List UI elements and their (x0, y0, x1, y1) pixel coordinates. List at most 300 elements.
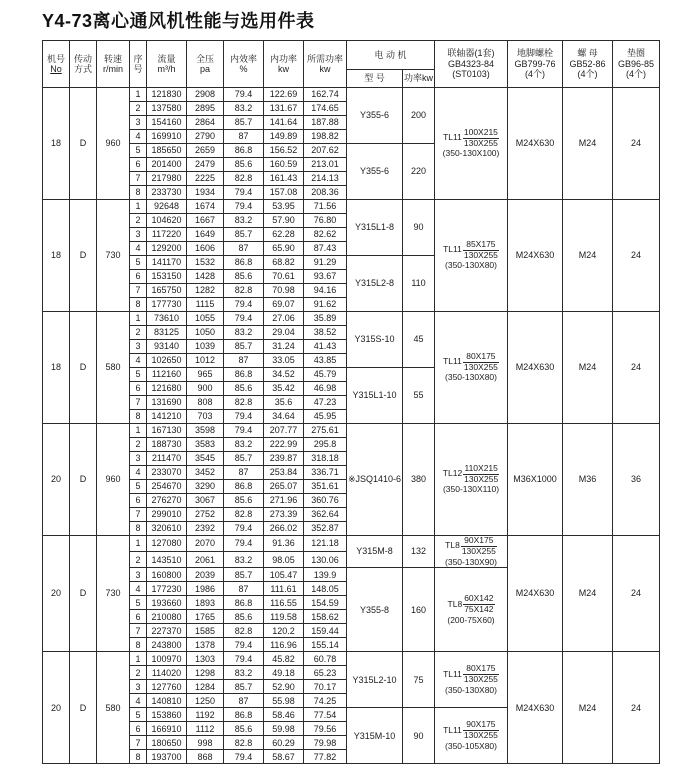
col-header-machine-no-line1: 机号 (46, 53, 65, 64)
flow-cell: 217980 (147, 172, 187, 186)
power-cell: 45.82 (264, 652, 304, 666)
efficiency-cell: 82.8 (224, 508, 264, 522)
machine-no-cell: 20 (43, 536, 70, 652)
flow-cell: 166910 (147, 722, 187, 736)
col-header-power-line2: kw (278, 64, 289, 74)
motor-power-cell: 380 (403, 424, 435, 536)
seq-cell: 3 (130, 568, 147, 582)
pressure-cell: 3545 (187, 452, 224, 466)
seq-cell: 7 (130, 624, 147, 638)
pressure-cell: 3452 (187, 466, 224, 480)
flow-cell: 129200 (147, 242, 187, 256)
col-header-anchor-bolt-line2: GB799-76 (514, 58, 556, 69)
pressure-cell: 1378 (187, 638, 224, 652)
motor-model-cell: Y315L1-10 (347, 368, 403, 424)
table-row (43, 424, 660, 438)
col-header-motor-group: 电 动 机 (347, 41, 435, 70)
coupling-size-bottom: 130X255 (461, 545, 496, 556)
col-header-motor-model: 型 号 (347, 70, 403, 88)
required-power-cell: 77.54 (304, 708, 347, 722)
required-power-cell: 93.67 (304, 270, 347, 284)
flow-cell: 137580 (147, 102, 187, 116)
seq-cell: 4 (130, 466, 147, 480)
flow-cell: 117220 (147, 228, 187, 242)
seq-cell: 4 (130, 694, 147, 708)
efficiency-cell: 87 (224, 466, 264, 480)
required-power-cell: 70.17 (304, 680, 347, 694)
motor-power-cell: 45 (403, 312, 435, 368)
seq-cell: 8 (130, 298, 147, 312)
required-power-cell: 158.62 (304, 610, 347, 624)
coupling-size-top: 100X215 (463, 126, 498, 137)
power-cell: 35.6 (264, 396, 304, 410)
flow-cell: 140810 (147, 694, 187, 708)
coupling-size-top: 80X175 (463, 352, 499, 363)
coupling-cell (435, 708, 508, 764)
seq-cell: 5 (130, 708, 147, 722)
efficiency-cell: 79.4 (224, 186, 264, 200)
coupling-spec (435, 352, 507, 383)
efficiency-cell: 87 (224, 354, 264, 368)
pressure-cell: 2908 (187, 88, 224, 102)
motor-power-cell: 90 (403, 708, 435, 764)
power-cell: 31.24 (264, 340, 304, 354)
flow-cell: 143510 (147, 552, 187, 568)
col-header-coupling (435, 41, 508, 88)
machine-no-cell: 20 (43, 652, 70, 764)
pressure-cell: 1192 (187, 708, 224, 722)
seq-cell: 2 (130, 326, 147, 340)
coupling-size-bottom: 130X255 (463, 361, 498, 372)
anchor-bolt-cell: M24X630 (508, 88, 563, 200)
required-power-cell: 79.98 (304, 736, 347, 750)
col-header-machine-no (43, 41, 70, 88)
seq-cell: 5 (130, 256, 147, 270)
speed-cell: 580 (97, 312, 130, 424)
col-header-power (264, 41, 304, 88)
efficiency-cell: 79.4 (224, 638, 264, 652)
efficiency-cell: 85.6 (224, 382, 264, 396)
efficiency-cell: 83.2 (224, 552, 264, 568)
coupling-size-top: 60X142 (464, 593, 494, 604)
efficiency-cell: 85.6 (224, 270, 264, 284)
efficiency-cell: 79.4 (224, 750, 264, 764)
drive-mode-cell: D (70, 200, 97, 312)
required-power-cell: 360.76 (304, 494, 347, 508)
efficiency-cell: 83.2 (224, 438, 264, 452)
coupling-size-bottom: 130X255 (464, 473, 499, 484)
required-power-cell: 187.88 (304, 116, 347, 130)
seq-cell: 5 (130, 596, 147, 610)
seq-cell: 5 (130, 144, 147, 158)
flow-cell: 188730 (147, 438, 187, 452)
power-cell: 253.84 (264, 466, 304, 480)
col-header-drive-line2: 方式 (73, 64, 92, 74)
power-cell: 60.29 (264, 736, 304, 750)
speed-cell: 960 (97, 424, 130, 536)
flow-cell: 193660 (147, 596, 187, 610)
col-header-seq-line1: 序 (133, 53, 143, 64)
pressure-cell: 1112 (187, 722, 224, 736)
efficiency-cell: 86.8 (224, 480, 264, 494)
flow-cell: 121680 (147, 382, 187, 396)
required-power-cell: 336.71 (304, 466, 347, 480)
efficiency-cell: 85.7 (224, 116, 264, 130)
flow-cell: 227370 (147, 624, 187, 638)
required-power-cell: 214.13 (304, 172, 347, 186)
washer-cell: 24 (613, 312, 660, 424)
pressure-cell: 2070 (187, 536, 224, 552)
seq-cell: 1 (130, 536, 147, 552)
flow-cell: 92648 (147, 200, 187, 214)
coupling-spec (435, 664, 507, 695)
efficiency-cell: 82.8 (224, 396, 264, 410)
efficiency-cell: 85.7 (224, 452, 264, 466)
coupling-size-bottom: 130X255 (463, 673, 498, 684)
motor-power-cell: 200 (403, 88, 435, 144)
required-power-cell: 207.62 (304, 144, 347, 158)
col-header-flow-line1: 流量 (157, 53, 176, 64)
power-cell: 111.61 (264, 582, 304, 596)
flow-cell: 320610 (147, 522, 187, 536)
col-header-required-power-line2: kw (319, 64, 331, 74)
col-header-washer-line1: 垫圈 (627, 48, 646, 59)
pressure-cell: 1039 (187, 340, 224, 354)
nut-cell: M24 (563, 312, 613, 424)
coupling-type: TL11 (443, 356, 462, 367)
motor-power-cell: 110 (403, 256, 435, 312)
motor-model-cell: Y355-6 (347, 144, 403, 200)
seq-cell: 3 (130, 228, 147, 242)
pressure-cell: 1055 (187, 312, 224, 326)
power-cell: 265.07 (264, 480, 304, 494)
seq-cell: 3 (130, 680, 147, 694)
pressure-cell: 1667 (187, 214, 224, 228)
col-header-washer-line2: GB96-85 (618, 58, 655, 69)
required-power-cell: 213.01 (304, 158, 347, 172)
seq-cell: 6 (130, 158, 147, 172)
efficiency-cell: 85.6 (224, 722, 264, 736)
motor-model-cell: Y315M-8 (347, 536, 403, 568)
seq-cell: 4 (130, 582, 147, 596)
machine-no-cell: 18 (43, 312, 70, 424)
coupling-size-bottom: 75X142 (464, 603, 494, 614)
required-power-cell: 198.82 (304, 130, 347, 144)
flow-cell: 104620 (147, 214, 187, 228)
nut-cell: M24 (563, 88, 613, 200)
power-cell: 273.39 (264, 508, 304, 522)
efficiency-cell: 79.4 (224, 522, 264, 536)
nut-cell: M24 (563, 536, 613, 652)
flow-cell: 233730 (147, 186, 187, 200)
col-header-required-power (304, 41, 347, 88)
flow-cell: 112160 (147, 368, 187, 382)
seq-cell: 6 (130, 382, 147, 396)
required-power-cell: 275.61 (304, 424, 347, 438)
efficiency-cell: 86.8 (224, 708, 264, 722)
pressure-cell: 1298 (187, 666, 224, 680)
pressure-cell: 2225 (187, 172, 224, 186)
coupling-spec (435, 464, 507, 495)
fan-spec-table (42, 40, 660, 764)
power-cell: 207.77 (264, 424, 304, 438)
seq-cell: 1 (130, 424, 147, 438)
col-header-drive (70, 41, 97, 88)
flow-cell: 177230 (147, 582, 187, 596)
pressure-cell: 2864 (187, 116, 224, 130)
seq-cell: 3 (130, 340, 147, 354)
power-cell: 52.90 (264, 680, 304, 694)
col-header-coupling-line2: GB4323-84 (447, 58, 495, 69)
coupling-size-top: 110X215 (464, 462, 498, 473)
seq-cell: 4 (130, 354, 147, 368)
coupling-note: (350-130X80) (445, 260, 497, 271)
pressure-cell: 965 (187, 368, 224, 382)
coupling-size-fraction (461, 536, 497, 557)
pressure-cell: 900 (187, 382, 224, 396)
power-cell: 35.42 (264, 382, 304, 396)
power-cell: 105.47 (264, 568, 304, 582)
coupling-spec (435, 594, 507, 625)
power-cell: 29.04 (264, 326, 304, 340)
seq-cell: 5 (130, 368, 147, 382)
coupling-note: (350-130X80) (445, 372, 497, 383)
required-power-cell: 362.64 (304, 508, 347, 522)
pressure-cell: 703 (187, 410, 224, 424)
pressure-cell: 1674 (187, 200, 224, 214)
power-cell: 49.18 (264, 666, 304, 680)
flow-cell: 160800 (147, 568, 187, 582)
col-header-efficiency (224, 41, 264, 88)
pressure-cell: 1765 (187, 610, 224, 624)
required-power-cell: 155.14 (304, 638, 347, 652)
seq-cell: 3 (130, 116, 147, 130)
pressure-cell: 1585 (187, 624, 224, 638)
motor-power-cell: 55 (403, 368, 435, 424)
coupling-size-fraction (463, 240, 499, 261)
coupling-size-top: 90X175 (463, 720, 499, 731)
col-header-anchor-bolt-line1: 地脚螺栓 (517, 48, 554, 59)
motor-model-cell: Y315L2-10 (347, 652, 403, 708)
seq-cell: 1 (130, 200, 147, 214)
required-power-cell: 91.62 (304, 298, 347, 312)
anchor-bolt-cell: M24X630 (508, 200, 563, 312)
seq-cell: 2 (130, 666, 147, 680)
coupling-cell (435, 88, 508, 200)
anchor-bolt-cell: M36X1000 (508, 424, 563, 536)
flow-cell: 127080 (147, 536, 187, 552)
power-cell: 33.05 (264, 354, 304, 368)
col-header-coupling-line1: 联轴器(1套) (447, 48, 495, 59)
required-power-cell: 352.87 (304, 522, 347, 536)
required-power-cell: 82.62 (304, 228, 347, 242)
efficiency-cell: 79.4 (224, 424, 264, 438)
coupling-spec (435, 128, 507, 159)
required-power-cell: 91.29 (304, 256, 347, 270)
table-row (43, 88, 660, 102)
washer-cell: 24 (613, 652, 660, 764)
coupling-note: (350-130X100) (442, 148, 500, 159)
efficiency-cell: 79.4 (224, 536, 264, 552)
flow-cell: 201400 (147, 158, 187, 172)
coupling-note: (350-130X110) (442, 484, 500, 495)
coupling-spec (435, 536, 507, 567)
seq-cell: 6 (130, 722, 147, 736)
motor-model-cell: Y315S-10 (347, 312, 403, 368)
power-cell: 59.98 (264, 722, 304, 736)
coupling-type: TL11 (443, 244, 462, 255)
seq-cell: 1 (130, 312, 147, 326)
col-header-nut-line3: (4个) (577, 69, 598, 80)
power-cell: 58.67 (264, 750, 304, 764)
coupling-note: (350-130X80) (445, 684, 497, 695)
required-power-cell: 60.78 (304, 652, 347, 666)
col-header-motor-power: 功率kw (403, 70, 435, 88)
required-power-cell: 318.18 (304, 452, 347, 466)
coupling-size-bottom: 130X255 (463, 249, 498, 260)
flow-cell: 254670 (147, 480, 187, 494)
seq-cell: 7 (130, 284, 147, 298)
col-header-efficiency-line2: % (239, 64, 248, 74)
flow-cell: 141210 (147, 410, 187, 424)
power-cell: 160.59 (264, 158, 304, 172)
flow-cell: 121830 (147, 88, 187, 102)
col-header-anchor-bolt-line3: (4个) (525, 69, 546, 80)
power-cell: 120.2 (264, 624, 304, 638)
motor-power-cell: 75 (403, 652, 435, 708)
col-header-flow (147, 41, 187, 88)
power-cell: 131.67 (264, 102, 304, 116)
efficiency-cell: 85.7 (224, 340, 264, 354)
required-power-cell: 351.61 (304, 480, 347, 494)
coupling-type: TL8 (447, 598, 463, 609)
efficiency-cell: 86.8 (224, 256, 264, 270)
coupling-note: (200-75X60) (447, 614, 495, 625)
power-cell: 116.96 (264, 638, 304, 652)
pressure-cell: 1934 (187, 186, 224, 200)
coupling-size-top: 90X175 (461, 536, 497, 547)
seq-cell: 1 (130, 652, 147, 666)
seq-cell: 6 (130, 494, 147, 508)
col-header-pressure (187, 41, 224, 88)
col-header-drive-line1: 传动 (73, 53, 92, 64)
power-cell: 62.28 (264, 228, 304, 242)
col-header-speed-line1: 转速 (103, 53, 122, 64)
required-power-cell: 38.52 (304, 326, 347, 340)
required-power-cell: 35.89 (304, 312, 347, 326)
required-power-cell: 45.95 (304, 410, 347, 424)
coupling-cell (435, 312, 508, 424)
pressure-cell: 1115 (187, 298, 224, 312)
required-power-cell: 295.8 (304, 438, 347, 452)
pressure-cell: 3067 (187, 494, 224, 508)
washer-cell: 24 (613, 200, 660, 312)
washer-cell: 24 (613, 88, 660, 200)
drive-mode-cell: D (70, 88, 97, 200)
motor-model-cell: Y355-8 (347, 568, 403, 652)
efficiency-cell: 85.6 (224, 494, 264, 508)
efficiency-cell: 79.4 (224, 410, 264, 424)
efficiency-cell: 83.2 (224, 326, 264, 340)
efficiency-cell: 82.8 (224, 624, 264, 638)
pressure-cell: 3290 (187, 480, 224, 494)
speed-cell: 730 (97, 536, 130, 652)
col-header-seq (130, 41, 147, 88)
efficiency-cell: 79.4 (224, 88, 264, 102)
required-power-cell: 121.18 (304, 536, 347, 552)
coupling-size-top: 80X175 (463, 664, 499, 675)
seq-cell: 4 (130, 242, 147, 256)
flow-cell: 167130 (147, 424, 187, 438)
required-power-cell: 174.65 (304, 102, 347, 116)
power-cell: 53.95 (264, 200, 304, 214)
flow-cell: 154160 (147, 116, 187, 130)
power-cell: 157.08 (264, 186, 304, 200)
coupling-size-fraction (463, 664, 499, 685)
coupling-size-fraction (463, 720, 499, 741)
flow-cell: 299010 (147, 508, 187, 522)
seq-cell: 7 (130, 508, 147, 522)
pressure-cell: 3598 (187, 424, 224, 438)
power-cell: 34.64 (264, 410, 304, 424)
coupling-type: TL11 (443, 132, 462, 143)
power-cell: 68.82 (264, 256, 304, 270)
efficiency-cell: 85.7 (224, 568, 264, 582)
required-power-cell: 148.05 (304, 582, 347, 596)
pressure-cell: 2061 (187, 552, 224, 568)
coupling-size-fraction (463, 352, 499, 373)
pressure-cell: 2659 (187, 144, 224, 158)
efficiency-cell: 82.8 (224, 284, 264, 298)
table-row (43, 200, 660, 214)
col-header-nut-line1: 螺 母 (577, 48, 598, 59)
required-power-cell: 208.36 (304, 186, 347, 200)
table-body (43, 88, 660, 764)
efficiency-cell: 83.2 (224, 666, 264, 680)
flow-cell: 243800 (147, 638, 187, 652)
seq-cell: 8 (130, 522, 147, 536)
efficiency-cell: 87 (224, 694, 264, 708)
required-power-cell: 45.79 (304, 368, 347, 382)
flow-cell: 180650 (147, 736, 187, 750)
coupling-note: (350-130X90) (445, 556, 497, 567)
pressure-cell: 3583 (187, 438, 224, 452)
required-power-cell: 130.06 (304, 552, 347, 568)
table-row (43, 312, 660, 326)
pressure-cell: 1250 (187, 694, 224, 708)
efficiency-cell: 87 (224, 582, 264, 596)
nut-cell: M24 (563, 652, 613, 764)
power-cell: 271.96 (264, 494, 304, 508)
flow-cell: 153150 (147, 270, 187, 284)
efficiency-cell: 79.4 (224, 200, 264, 214)
flow-cell: 233070 (147, 466, 187, 480)
pressure-cell: 1050 (187, 326, 224, 340)
seq-cell: 7 (130, 172, 147, 186)
col-header-seq-line2: 号 (133, 64, 143, 74)
motor-model-cell: Y315M-10 (347, 708, 403, 764)
power-cell: 266.02 (264, 522, 304, 536)
required-power-cell: 65.23 (304, 666, 347, 680)
flow-cell: 276270 (147, 494, 187, 508)
required-power-cell: 159.44 (304, 624, 347, 638)
flow-cell: 141170 (147, 256, 187, 270)
flow-cell: 177730 (147, 298, 187, 312)
motor-power-cell: 220 (403, 144, 435, 200)
pressure-cell: 808 (187, 396, 224, 410)
required-power-cell: 77.82 (304, 750, 347, 764)
power-cell: 34.52 (264, 368, 304, 382)
